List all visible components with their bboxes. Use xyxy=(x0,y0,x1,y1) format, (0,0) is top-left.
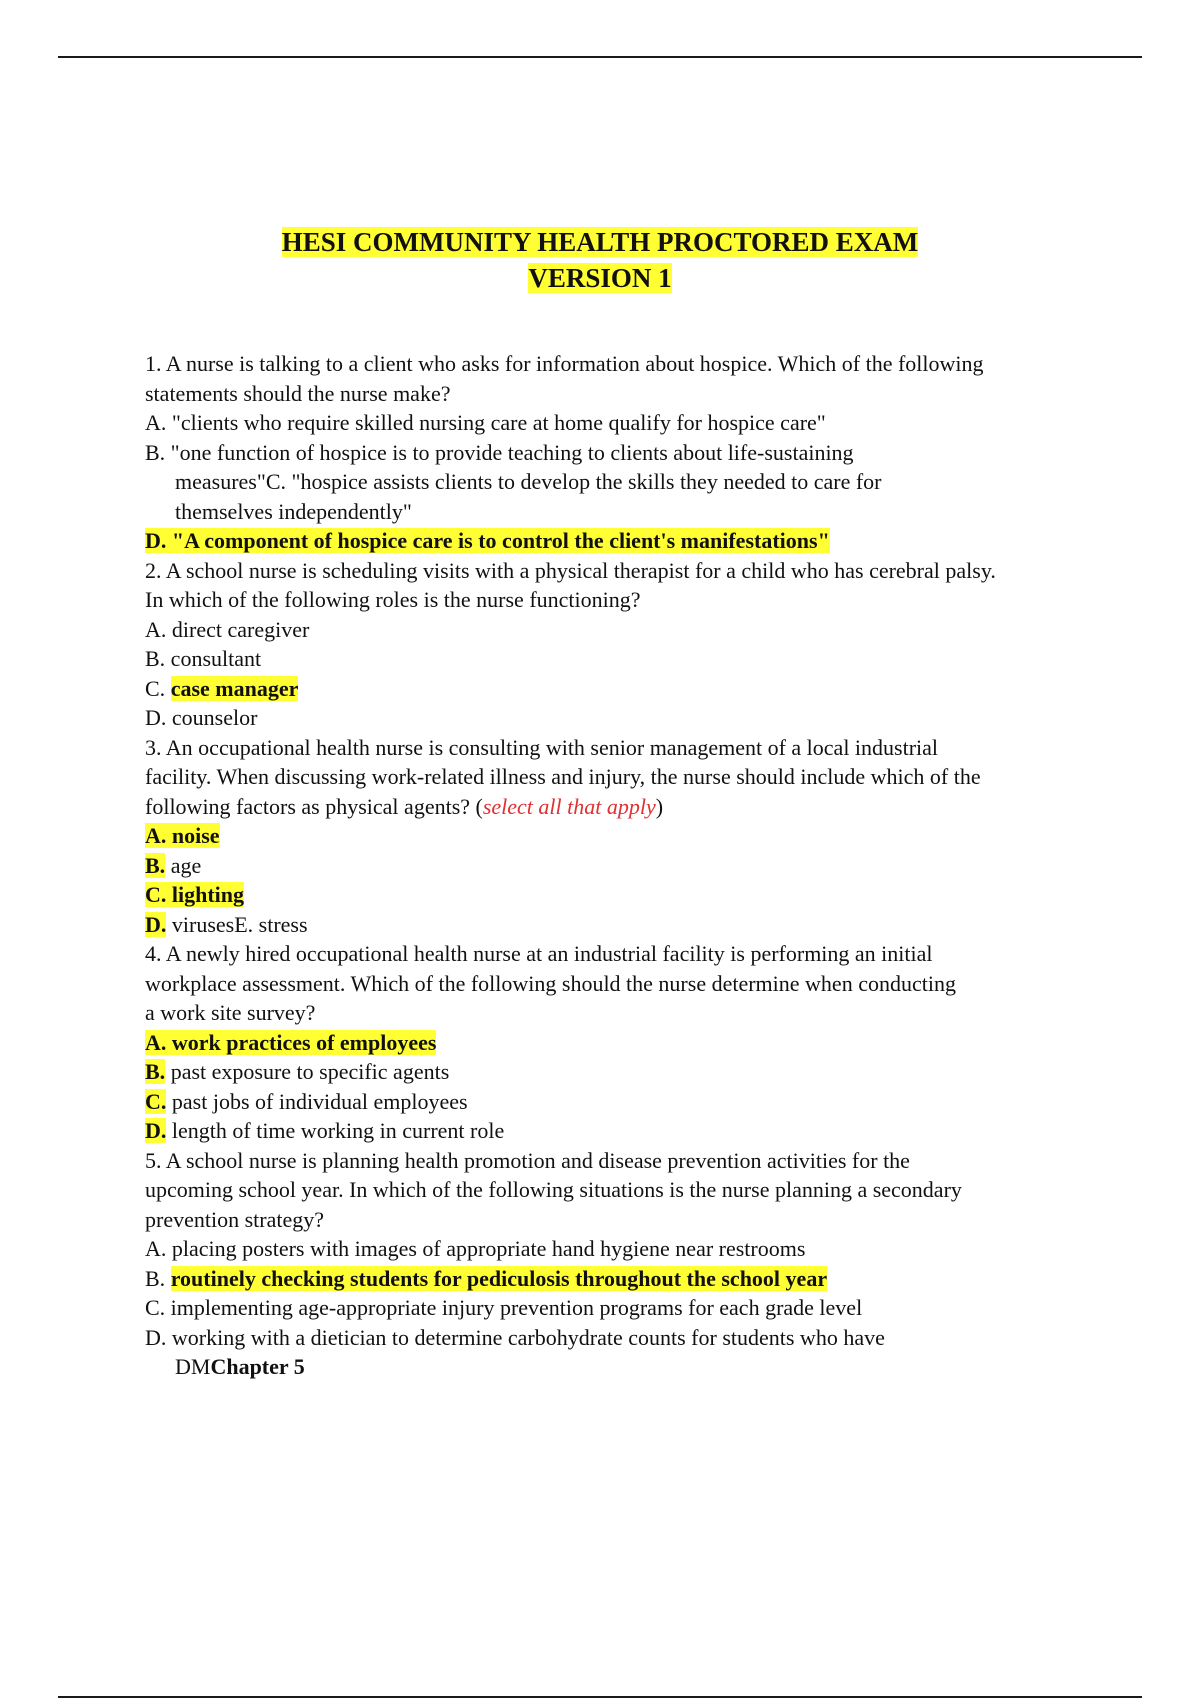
q5-option-a: A. placing posters with images of appropriate hand hygiene near restrooms xyxy=(145,1236,806,1261)
q4-option-d xyxy=(145,1116,1095,1146)
q5-option-b-letter: B. xyxy=(145,1265,171,1291)
title-line-2: VERSION 1 xyxy=(528,263,672,293)
q2-option-c-letter: C. xyxy=(145,675,171,701)
q5-option-d-line-2 xyxy=(145,1352,1095,1382)
q2-option-b: B. consultant xyxy=(145,646,262,671)
page-title xyxy=(0,224,1200,296)
q2-option-a: A. direct caregiver xyxy=(145,616,310,642)
q1-option-d-answer: D. "A component of hospice care is to control the client's manifestations" xyxy=(145,528,830,553)
q4-stem-line-1: 4. A newly hired occupational health nurse at an industrial facility is performing an initial xyxy=(145,941,933,966)
q1-stem-line-1: 1. A nurse is talking to a client who asks for information about hospice. Which of the following xyxy=(145,351,984,376)
document-body xyxy=(145,349,1095,1382)
q4-option-c xyxy=(145,1087,1095,1117)
q3-stem-line-3 xyxy=(145,792,1095,822)
q1-option-b-line-1: B. "one function of hospice is to provide teaching to clients about life-sustaining xyxy=(145,439,854,465)
q2-option-d: D. counselor xyxy=(145,705,258,730)
q3-option-d-letter: D. xyxy=(145,911,167,937)
q4-option-a-answer: A. work practices of employees xyxy=(145,1029,437,1055)
q5-option-d-line-1: D. working with a dietician to determine carbohydrate counts for students who have xyxy=(145,1324,885,1350)
q4-stem-line-2: workplace assessment. Which of the following should the nurse determine when conducting xyxy=(145,970,956,996)
q4-option-c-letter: C. xyxy=(145,1088,167,1114)
q5-option-b xyxy=(145,1264,1095,1294)
q2-option-c-answer: case manager xyxy=(170,675,299,701)
q2-option-c xyxy=(145,674,1095,704)
q3-option-b xyxy=(145,851,1095,881)
q3-stem-line-3-text: following factors as physical agents? ( xyxy=(145,793,483,819)
q3-option-d xyxy=(145,910,1095,940)
q1-option-a: A. "clients who require skilled nursing care at home qualify for hospice care" xyxy=(145,410,826,435)
q4-option-b xyxy=(145,1057,1095,1087)
q3-option-d-text: virusesE. stress xyxy=(166,911,308,937)
q4-option-c-text: past jobs of individual employees xyxy=(166,1088,468,1114)
chapter-heading: Chapter 5 xyxy=(210,1354,305,1379)
q4-option-d-letter: D. xyxy=(145,1118,167,1143)
q1-stem-line-2: statements should the nurse make? xyxy=(145,380,451,406)
q5-stem-line-3: prevention strategy? xyxy=(145,1206,324,1232)
q3-select-all-note: select all that apply xyxy=(482,793,656,819)
q4-stem-line-3: a work site survey? xyxy=(145,1000,316,1025)
q4-option-d-text: length of time working in current role xyxy=(166,1118,505,1143)
q4-option-b-text: past exposure to specific agents xyxy=(165,1059,450,1084)
q3-stem-line-2: facility. When discussing work-related illness and injury, the nurse should include which of the xyxy=(145,764,981,789)
q1-option-b-line-3: themselves independently" xyxy=(175,498,412,524)
q4-option-b-letter: B. xyxy=(145,1059,166,1084)
q3-stem-close: ) xyxy=(655,793,664,819)
q3-option-a-answer: A. noise xyxy=(145,823,220,848)
q5-option-d-dm: DM xyxy=(175,1354,211,1379)
title-line-1: HESI COMMUNITY HEALTH PROCTORED EXAM xyxy=(281,227,919,257)
top-rule xyxy=(58,56,1142,58)
q3-stem-line-1: 3. An occupational health nurse is consulting with senior management of a local industrial xyxy=(145,734,939,760)
q5-option-c: C. implementing age-appropriate injury prevention programs for each grade level xyxy=(145,1295,863,1320)
q3-option-b-text: age xyxy=(165,852,202,878)
q5-option-b-answer: routinely checking students for pediculosis throughout the school year xyxy=(170,1265,828,1291)
q2-stem-line-1: 2. A school nurse is scheduling visits with a physical therapist for a child who has cerebral palsy. xyxy=(145,557,996,583)
bottom-rule xyxy=(58,1696,1142,1698)
q2-stem-line-2: In which of the following roles is the nurse functioning? xyxy=(145,587,641,612)
q5-stem-line-1: 5. A school nurse is planning health promotion and disease prevention activities for the xyxy=(145,1147,910,1173)
q3-option-b-letter: B. xyxy=(145,852,166,878)
q3-option-c-answer: C. lighting xyxy=(145,882,245,907)
q5-stem-line-2: upcoming school year. In which of the following situations is the nurse planning a secondary xyxy=(145,1177,962,1202)
q1-option-b-line-2: measures"C. "hospice assists clients to develop the skills they needed to care for xyxy=(175,469,882,494)
